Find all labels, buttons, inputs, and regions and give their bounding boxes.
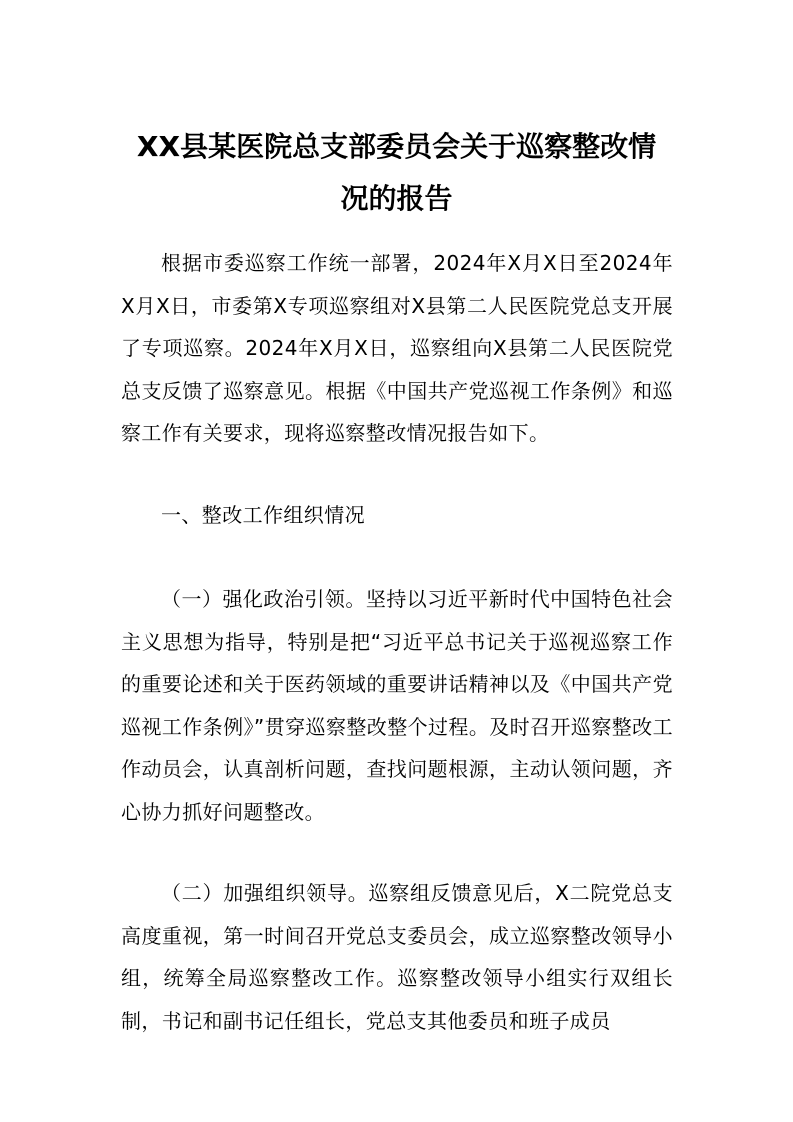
title-line-2: 况的报告 <box>340 182 453 215</box>
title-line-1: XX县某医院总支部委员会关于巡察整改情 <box>136 130 657 163</box>
paragraph-political-guidance: （一）强化政治引领。坚持以习近平新时代中国特色社会主义思想为指导，特别是把“习近平总书记关于巡视巡察工作的重要论述和关于医药领域的重要讲话精神以及《中国共产党巡视工作条例》”贯穿巡察整改整个过程。及时召开巡察整改工作动员会，认真剖析问题，查找问题根源，主动认领问题，齐心协力抓好问题整改。 <box>121 587 673 824</box>
section-heading: 一、整改工作组织情况 <box>161 503 365 527</box>
intro-paragraph: 根据市委巡察工作统一部署，2024年X月X日至2024年X月X日，市委第X专项巡察组对X县第二人民医院党总支开展了专项巡察。2024年X月X日，巡察组向X县第二人民医院党总支反馈了巡察意见。根据《中国共产党巡视工作条例》和巡察工作有关要求，现将巡察整改情况报告如下。 <box>121 251 673 445</box>
document-title <box>110 121 683 225</box>
paragraph-organizational-leadership: （二）加强组织领导。巡察组反馈意见后，X二院党总支高度重视，第一时间召开党总支委员会，成立巡察整改领导小组，统筹全局巡察整改工作。巡察整改领导小组实行双组长制，书记和副书记任组长，党总支其他委员和班子成员 <box>121 881 673 1033</box>
